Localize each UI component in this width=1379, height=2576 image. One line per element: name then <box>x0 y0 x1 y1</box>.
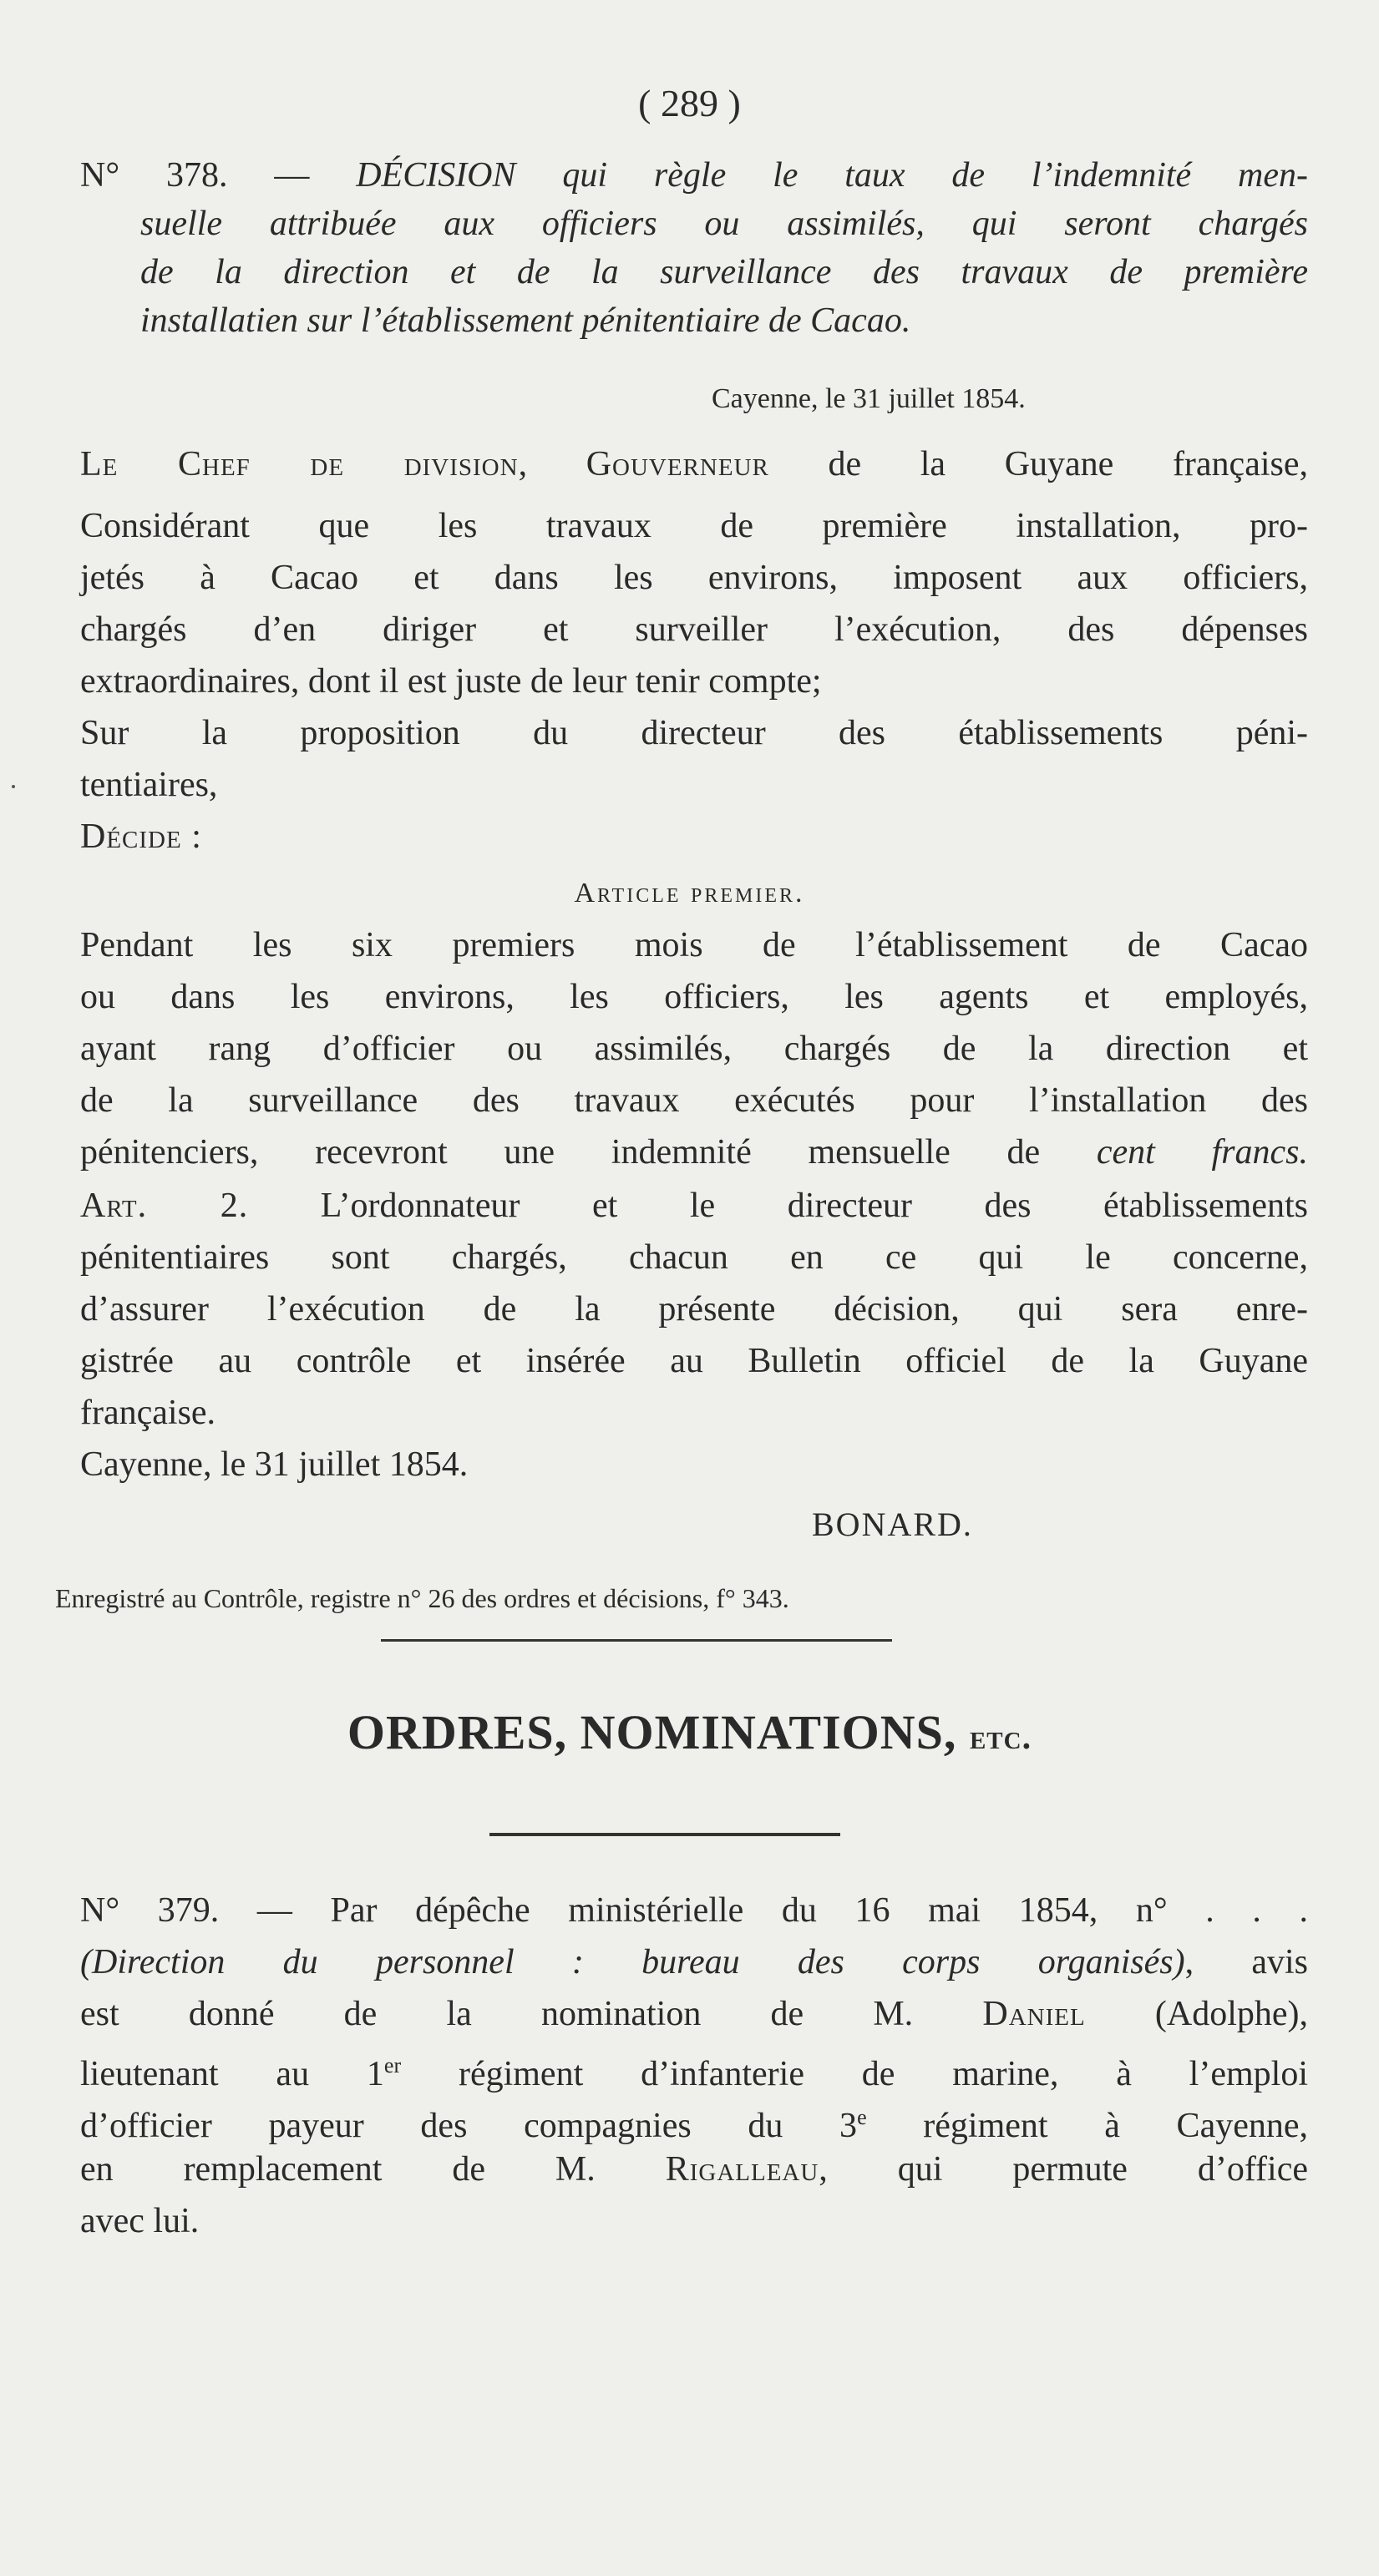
decision-title-line-4: installatien sur l’établissement pénitentiaire de Cacao. <box>140 301 911 340</box>
article-heading: Article premier. <box>574 878 805 908</box>
registration-note: Enregistré au Contrôle, registre n° 26 des ordres et décisions, f° 343. <box>55 1583 789 1613</box>
article2-line-2: pénitentiaires sont chargés, chacun en ce qui le concerne, <box>80 1238 1308 1277</box>
margin-dot <box>12 785 15 788</box>
considering-line-4: extraordinaires, dont il est juste de leur tenir compte; <box>80 662 822 701</box>
section-title: ORDRES, NOMINATIONS, etc. <box>347 1705 1032 1759</box>
signature: BONARD. <box>812 1506 973 1543</box>
place-date: Cayenne, le 31 juillet 1854. <box>712 383 1026 414</box>
section-divider-bottom <box>489 1833 840 1836</box>
section-divider-top <box>381 1639 892 1642</box>
order-line-2: (Direction du personnel : bureau des corps organisés), avis <box>80 1943 1309 1981</box>
decides-label: Décide : <box>80 817 202 856</box>
closing-date: Cayenne, le 31 juillet 1854. <box>80 1445 469 1484</box>
order-line-7: avec lui. <box>80 2202 200 2240</box>
article1-line-1: Pendant les six premiers mois de l’établissement de Cacao <box>80 926 1308 964</box>
article2-line-1: Art. 2. L’ordonnateur et le directeur des établissements <box>80 1187 1308 1225</box>
article2-line-3: d’assurer l’exécution de la présente décision, qui sera enre- <box>80 1290 1308 1328</box>
decision-heading: DÉCISION <box>356 156 516 195</box>
article1-line-2: ou dans les environs, les officiers, les agents et employés, <box>80 978 1308 1016</box>
article1-line-4: de la surveillance des travaux exécutés pour l’installation des <box>80 1081 1308 1120</box>
article1-line-5: pénitenciers, recevront une indemnité mensuelle de cent francs. <box>80 1133 1309 1172</box>
authority-line: Le Chef de division, Gouverneur de la Guyane française, <box>80 445 1308 483</box>
order-line-5: d’officier payeur des compagnies du 3e régiment à Cayenne, <box>80 2105 1308 2145</box>
article1-line-3: ayant rang d’officier ou assimilés, chargés de la direction et <box>80 1030 1308 1068</box>
article2-line-5: française. <box>80 1394 216 1432</box>
order-line-6: en remplacement de M. Rigalleau, qui permute d’office <box>80 2150 1308 2189</box>
order-line-1: N° 379. — Par dépêche ministérielle du 16 mai 1854, n° . . . <box>80 1891 1308 1930</box>
article2-line-4: gistrée au contrôle et insérée au Bulletin officiel de la Guyane <box>80 1342 1308 1380</box>
decision-title-line-2: suelle attribuée aux officiers ou assimilés, qui seront chargés <box>140 205 1308 243</box>
decision-title-line-1: N° 378. — DÉCISION qui règle le taux de l’indemnité men- <box>80 156 1308 195</box>
decision-title-line-3: de la direction et de la surveillance des travaux de première <box>140 253 1308 291</box>
order-line-3: est donné de la nomination de M. Daniel (Adolphe), <box>80 1995 1308 2033</box>
considering-line-3: chargés d’en diriger et surveiller l’exécution, des dépenses <box>80 610 1308 649</box>
considering-line-2: jetés à Cacao et dans les environs, imposent aux officiers, <box>80 559 1308 597</box>
considering-line-5: Sur la proposition du directeur des établissements péni- <box>80 714 1308 752</box>
page-number: ( 289 ) <box>638 82 741 124</box>
considering-line-6: tentiaires, <box>80 766 218 804</box>
considering-line-1: Considérant que les travaux de première installation, pro- <box>80 507 1308 545</box>
order-line-4: lieutenant au 1er régiment d’infanterie de marine, à l’emploi <box>80 2053 1308 2093</box>
